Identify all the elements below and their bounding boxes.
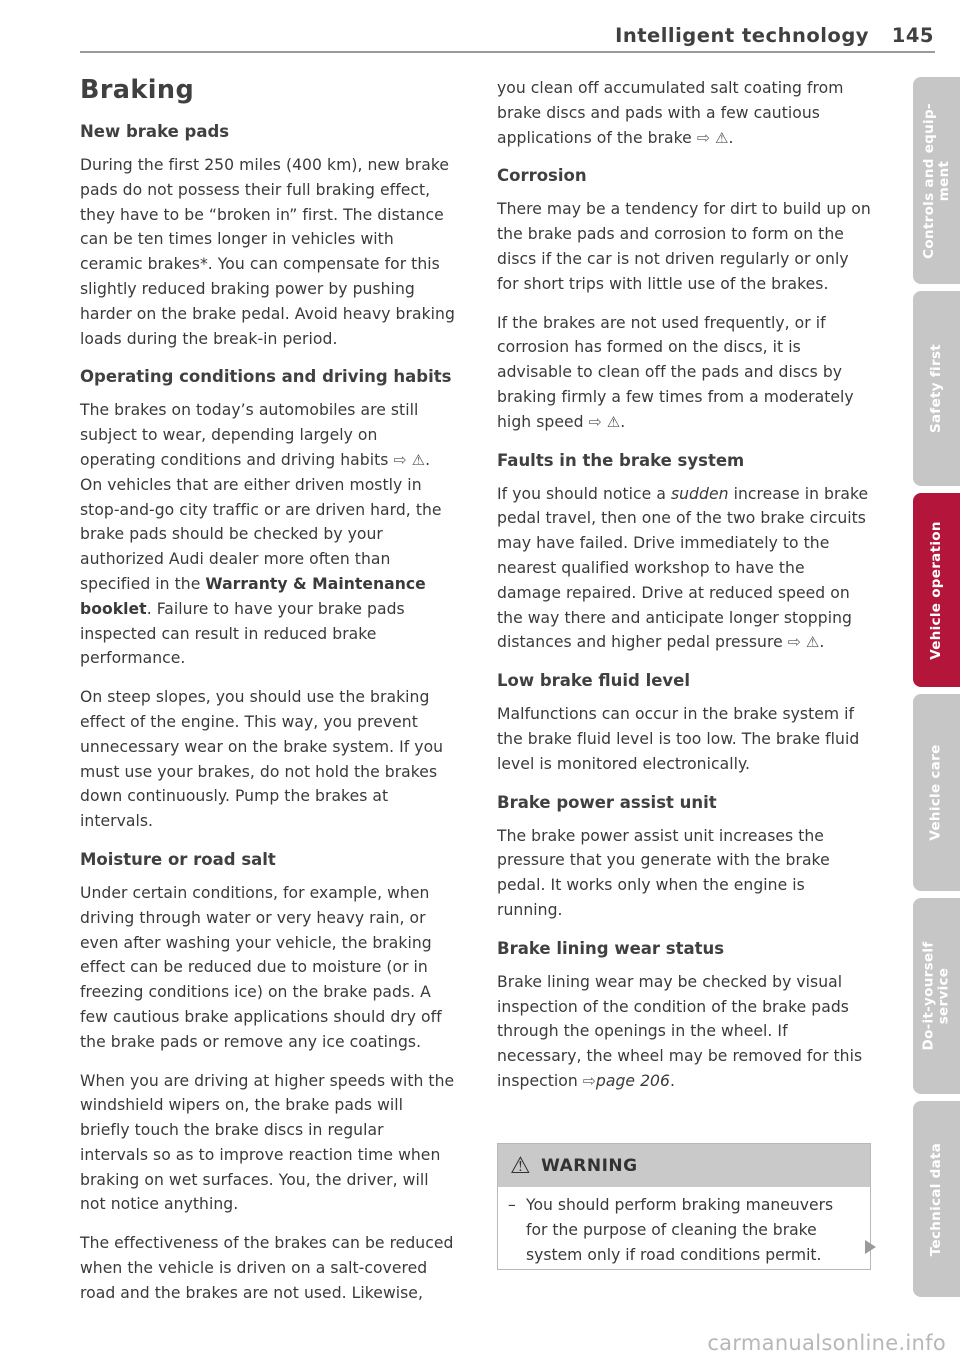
para-steep-slopes: On steep slopes, you should use the braking effect of the engine. This way, you prevent unnecessary wear on the brake system. If you must use your brakes, do not hold the brakes down continuously. Pump the brakes at intervals.: [80, 688, 444, 831]
subhead-lining-wear: Brake lining wear status: [497, 938, 725, 958]
para-corrosion-2: If the brakes are not used frequently, or if corrosion has formed on the discs, it is advisable to clean off the pads and discs by braking firmly a few times from a moderately high speed ⇨ ⚠.: [497, 313, 854, 431]
tab-do-it-yourself-service[interactable]: Do-it-yourself service: [913, 898, 960, 1094]
para-corrosion-1: There may be a tendency for dirt to build up on the brake pads and corrosion to form on the discs if the car is not driven regularly or only for short trips with little use of the brakes.: [497, 200, 871, 293]
para-moisture-4: you clean off accumulated salt coating from brake discs and pads with a few cautious applications of the brake ⇨ ⚠.: [497, 79, 844, 147]
cross-ref-arrow-icon[interactable]: ⇨: [787, 633, 801, 652]
para-operating-conditions: The brakes on today’s automobiles are still subject to wear, depending largely on operating conditions and driving habits ⇨ ⚠. On vehicles that are either driven mostly in stop-and-go city traffic or are driven hard, the brake pads should be checked by your authorized Audi dealer more often than specified in the Warranty & Maintenance booklet. Failure to have your brake pads inspected can result in reduced brake performance.: [80, 401, 442, 668]
warning-triangle-icon: ⚠: [714, 128, 729, 147]
warning-header: [498, 1144, 870, 1187]
warning-label: WARNING: [541, 1155, 638, 1176]
para-lining-wear: Brake lining wear may be checked by visual inspection of the condition of the brake pads through the openings in the wheel. If necessary, the wheel may be removed for this inspection ⇨page 206.: [497, 972, 863, 1090]
warning-triangle-icon: ⚠: [510, 1152, 532, 1179]
para-faults: If you should notice a sudden increase in brake pedal travel, then one of the two brake circuits may have failed. Drive immediately to the nearest qualified workshop to have the damage repaired. Drive at reduced speed on the way there and anticipate longer stopping distances and higher pedal pressure ⇨ ⚠.: [497, 484, 869, 652]
warning-text: – You should perform braking maneuvers for the purpose of cleaning the brake system only if road conditions permit.: [508, 1196, 834, 1264]
running-header-title: Intelligent technology: [615, 24, 869, 47]
cross-ref-arrow-icon[interactable]: ⇨: [588, 412, 602, 431]
tab-controls-and-equipment[interactable]: Controls and equip- ment: [913, 77, 960, 284]
warning-box: [497, 1143, 871, 1270]
left-column: [80, 72, 456, 1320]
subhead-corrosion: Corrosion: [497, 166, 587, 186]
cross-ref-arrow-icon[interactable]: ⇨: [393, 450, 407, 469]
tab-technical-data[interactable]: Technical data: [913, 1101, 960, 1297]
para-new-brake-pads: During the first 250 miles (400 km), new brake pads do not possess their full braking effect, they have to be “broken in” first. The distance can be ten times longer in vehicles with ceramic brakes*. You can compensate for this slightly reduced braking power by pushing harder on the brake pedal. Avoid heavy braking loads during the break-in period.: [80, 156, 455, 348]
para-brake-power-assist: The brake power assist unit increases the pressure that you generate with the brake pedal. It works only when the engine is running.: [497, 826, 830, 919]
subhead-new-brake-pads: New brake pads: [80, 122, 230, 141]
warning-triangle-icon: ⚠: [411, 450, 426, 469]
warning-triangle-icon: ⚠: [606, 412, 621, 431]
warranty-booklet-ref: Warranty & Maintenance booklet: [80, 574, 426, 618]
tab-vehicle-care[interactable]: Vehicle care: [913, 694, 960, 891]
footer-watermark: carmanualsonline.info: [707, 1331, 946, 1355]
subhead-moisture-road-salt: Moisture or road salt: [80, 849, 276, 869]
subhead-brake-power-assist: Brake power assist unit: [497, 792, 717, 812]
para-moisture-1: Under certain conditions, for example, when driving through water or very heavy rain, or even after washing your vehicle, the braking effect can be reduced due to moisture (or in freezing conditions ice) on the brake pads. A few cautious brake applications should dry off the brake pads or remove any ice coatings.: [80, 883, 442, 1051]
section-title: Braking: [80, 75, 195, 105]
para-low-brake-fluid: Malfunctions can occur in the brake system if the brake fluid level is too low. The brake fluid level is monitored electronically.: [497, 705, 860, 773]
subhead-low-brake-fluid: Low brake fluid level: [497, 671, 691, 691]
subhead-operating-conditions: Operating conditions and driving habits: [80, 367, 452, 387]
page-number: 145: [891, 24, 934, 47]
para-moisture-2: When you are driving at higher speeds with the windshield wipers on, the brake pads will briefly touch the brake discs in regular intervals so as to improve reaction time when braking on wet surfaces. You, the driver, will not notice anything.: [80, 1071, 455, 1214]
subhead-faults: Faults in the brake system: [497, 450, 745, 470]
cross-ref-arrow-icon[interactable]: ⇨: [582, 1071, 596, 1090]
right-column: [497, 76, 873, 1108]
para-moisture-3: The effectiveness of the brakes can be reduced when the vehicle is driven on a salt-covered road and the brakes are not used. Likewise,: [80, 1234, 454, 1302]
tab-safety-first[interactable]: Safety first: [913, 291, 960, 486]
header-rule: [80, 51, 935, 53]
tab-vehicle-operation[interactable]: Vehicle operation: [913, 493, 960, 687]
page-ref-link[interactable]: page 206: [595, 1071, 670, 1090]
cross-ref-arrow-icon[interactable]: ⇨: [696, 128, 710, 147]
warning-triangle-icon: ⚠: [805, 633, 820, 652]
continue-arrow-icon: [865, 1240, 876, 1254]
